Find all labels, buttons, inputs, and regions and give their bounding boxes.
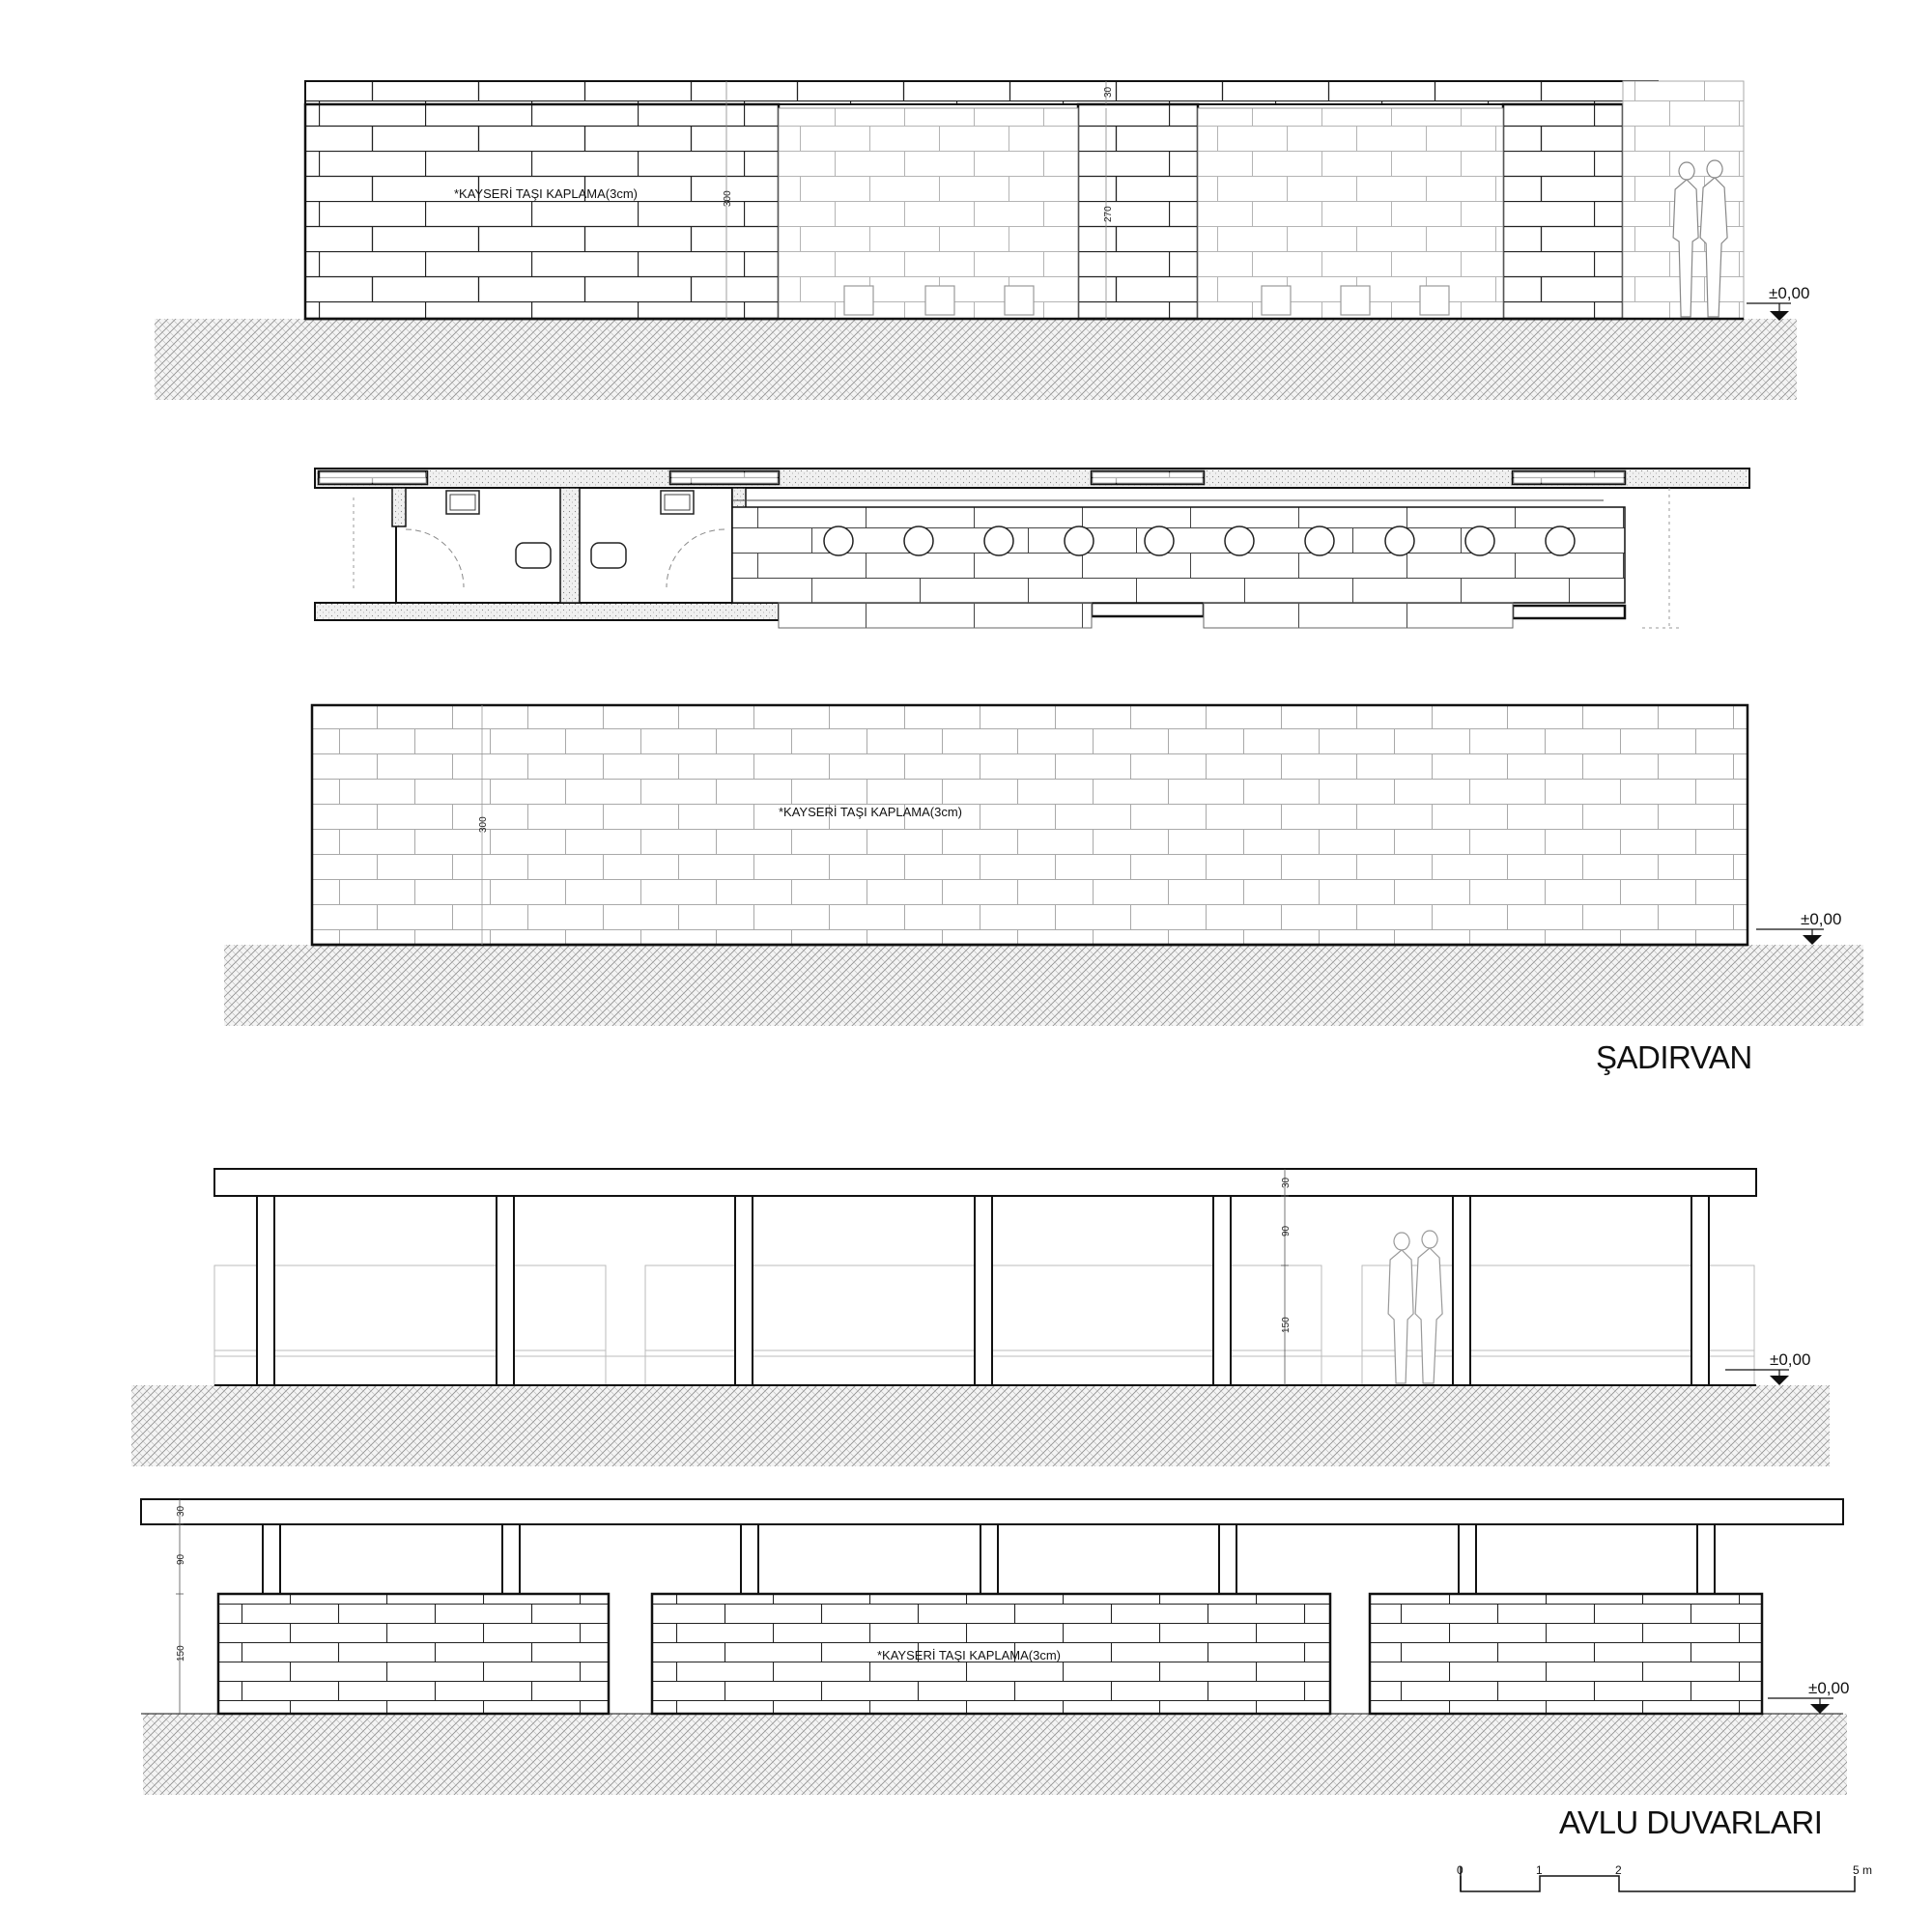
columns <box>263 1524 1715 1594</box>
ground-hatch <box>155 319 1797 400</box>
stone-wall <box>312 705 1747 945</box>
sadirvan-front-elevation <box>155 81 1809 400</box>
ablution-floor <box>732 507 1625 603</box>
scale-tick-2: 2 <box>1615 1863 1622 1877</box>
ablution-floor-ext <box>779 603 1092 628</box>
ground-hatch <box>143 1714 1847 1795</box>
avlu-title: AVLU DUVARLARI <box>1559 1804 1823 1840</box>
level-marker <box>1768 1698 1833 1714</box>
sadirvan-back-elevation <box>224 705 1863 1026</box>
roof-edge-bottom <box>315 603 779 620</box>
stone-wall-1 <box>218 1594 609 1714</box>
stone-pier-middle <box>1078 104 1198 319</box>
level-marker <box>1756 929 1824 945</box>
level-label: ±0,00 <box>1808 1679 1850 1697</box>
avlu-outer-elevation <box>141 1499 1849 1795</box>
dim-wall-height: 150 <box>176 1645 186 1662</box>
sadirvan-plan <box>315 469 1749 628</box>
stone-wall-3 <box>1370 1594 1762 1714</box>
avlu-inner-elevation <box>131 1169 1830 1466</box>
roof-slab <box>141 1499 1843 1524</box>
level-label: ±0,00 <box>1770 1350 1811 1369</box>
sadirvan-title: ŞADIRVAN <box>1596 1039 1752 1075</box>
level-label: ±0,00 <box>1801 910 1842 928</box>
scale-bar <box>1457 1863 1872 1891</box>
dim-column-height: 90 <box>1281 1225 1292 1236</box>
dim-roof-thickness: 30 <box>1281 1177 1292 1188</box>
roof-slab <box>305 81 1658 104</box>
dim-wall-height: 300 <box>723 190 733 207</box>
level-label: ±0,00 <box>1769 284 1810 302</box>
dim-roof-thickness: 30 <box>176 1505 186 1517</box>
dim-wall-height: 300 <box>478 816 489 833</box>
scale-tick-0: 0 <box>1457 1863 1463 1877</box>
stone-pier-left <box>305 104 779 319</box>
scale-tick-5m: 5 m <box>1853 1863 1873 1877</box>
cladding-note: *KAYSERİ TAŞI KAPLAMA(3cm) <box>779 805 962 819</box>
dim-wall-height: 150 <box>1281 1317 1292 1333</box>
scale-tick-1: 1 <box>1536 1863 1543 1877</box>
ground-hatch <box>131 1385 1830 1466</box>
stone-pier-right <box>1503 104 1623 319</box>
dim-roof-thickness: 30 <box>1103 86 1114 98</box>
toilet-rooms <box>392 488 746 603</box>
cladding-note: *KAYSERİ TAŞI KAPLAMA(3cm) <box>877 1648 1061 1662</box>
level-marker <box>1747 303 1791 321</box>
cladding-note: *KAYSERİ TAŞI KAPLAMA(3cm) <box>454 186 638 201</box>
dim-opening-height: 270 <box>1103 206 1114 222</box>
dim-column-height: 90 <box>176 1553 186 1565</box>
roof-slab <box>214 1169 1756 1196</box>
ground-hatch <box>224 945 1863 1026</box>
